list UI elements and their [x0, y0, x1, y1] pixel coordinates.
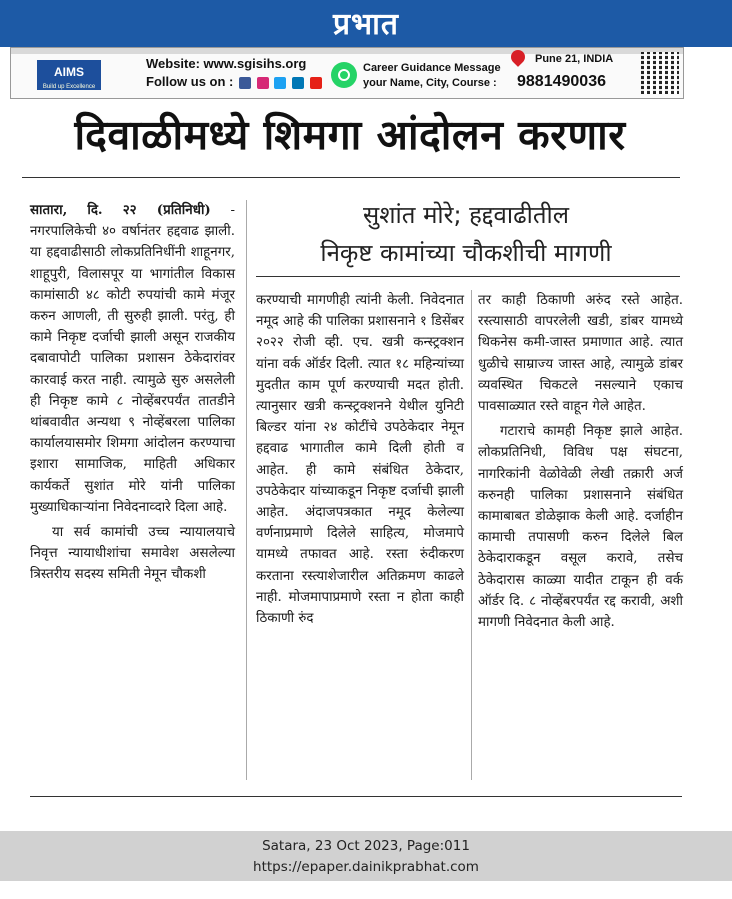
column-1-text-1: - नगरपालिकेची ४० वर्षानंतर हद्दवाढ झाली. या हद्दवाढीसाठी लोकप्रतिनिधींनी शाहूनगर, शाहूपुरी, विलासपूर या भागांतील विकास कामांसाठी ४८ कोटी रुपयांची कामे मंजूर करुन आणली, ती सुरुही झाली. परंतु, ही कामे निकृष्ट दर्जाची झाली असून राजकीय दबावापोटी पालिका प्रशासन ठेकेदारांवर कारवाई करत नाही. त्यामुळे सुरु असलेली ही निकृष्ट कामे ८ नोव्हेंबरपर्यंत तातडीने थांबवावीत अन्यथा ९ नोव्हेंबरला पालिका कार्यालयासमोर शिमगा आंदोलन करण्याचा इशारा सामाजिक, माहिती अधिकार कार्यकर्ते सुशांत मोरे यांनी पालिका मुख्याधिकाऱ्यांना निवेदनाव्दारे दिला आहे. — [30, 203, 235, 515]
headline-divider — [22, 177, 680, 178]
article-column-2 — [256, 290, 464, 629]
advertisement-banner — [10, 47, 684, 99]
linkedin-icon — [292, 77, 304, 89]
youtube-icon — [310, 77, 322, 89]
facebook-icon — [239, 77, 251, 89]
twitter-icon — [274, 77, 286, 89]
whatsapp-icon — [331, 62, 357, 88]
footer-url[interactable]: https://epaper.dainikprabhat.com — [253, 859, 479, 875]
column-3-paragraph-1: तर काही ठिकाणी अरुंद रस्ते आहेत. रस्त्यासाठी वापरलेली खडी, डांबर यामध्ये थिकनेस कमी-जास्त प्रमाणात आहे. त्यात धुळीचे साम्राज्य जास्त आहे, त्यामुळे डांबर व्यवस्थित चिकटले नसल्याने एकाच पावसाळ्यात रस्ते वाहून गेले आहेत. — [478, 293, 683, 415]
subhead-line2: निकृष्ट कामांच्या चौकशीची मागणी — [320, 239, 612, 267]
ad-career-line1: Career Guidance Message — [363, 62, 501, 74]
column-divider-1 — [246, 200, 247, 780]
footer-date-page: Satara, 23 Oct 2023, Page:011 — [262, 838, 470, 854]
ad-logo-tagline: Build up Excellence — [42, 84, 96, 90]
article-subhead — [254, 196, 678, 272]
ad-logo — [37, 60, 101, 90]
column-1-paragraph-1 — [30, 200, 235, 518]
subhead-line1: सुशांत मोरे; हद्दवाढीतील — [363, 201, 569, 229]
ad-phone: 9881490036 — [517, 73, 606, 90]
qr-code-icon — [641, 52, 679, 94]
column-divider-2 — [471, 290, 472, 780]
ad-logo-text: AIMS — [54, 65, 84, 79]
ad-follow-label: Follow us on : — [146, 74, 234, 89]
article-bottom-rule — [30, 796, 682, 797]
masthead-bar — [0, 0, 732, 47]
column-1-paragraph-2: या सर्व कामांची उच्च न्यायालयाचे निवृत्त न्यायाधीशांचा समावेश असलेल्या त्रिस्तरीय सदस्य समिती नेमून चौकशी — [30, 525, 235, 583]
subhead-divider — [256, 276, 680, 277]
ad-follow-row — [146, 74, 322, 89]
ad-city: Pune 21, INDIA — [535, 53, 614, 65]
article-headline: दिवाळीमध्ये शिमगा आंदोलन करणार — [74, 111, 626, 159]
column-2-paragraph: करण्याची मागणीही त्यांनी केली. निवेदनात नमूद आहे की पालिका प्रशासनाने १ डिसेंबर २०२२ रोजी व्ही. एच. खत्री कन्स्ट्रक्शन यांना वर्क ऑर्डर दिली. त्यात १८ महिन्यांच्या मुदतीत काम पूर्ण करण्याची मदत होती. त्यानुसार खत्री कन्स्ट्रक्शनने येथील युनिटी बिल्डर यांना २४ कोटींचे उपठेकेदार नेमून हद्दवाढ भागातील कामे दिली होती व आहेत. ही कामे संबंधित ठेकेदार, उपठेकेदार यांच्याकडून निकृष्ट दर्जाची झाली आहेत. अंदाजपत्रकात नमूद केलेल्या वर्णनाप्रमाणे दिलेले साहित्य, मोजमापे यामध्ये तफावत आहे. रस्ता रुंदीकरण करताना रस्त्याशेजारील अतिक्रमण काढले नाही. मोजमापाप्रमाणे रस्ता न होता काही ठिकाणी रुंद — [256, 293, 464, 627]
masthead-title: प्रभात — [332, 7, 400, 42]
ad-website: Website: www.sgisihs.org — [146, 56, 307, 71]
article-column-3 — [478, 290, 683, 633]
ad-career-line2: your Name, City, Course : — [363, 77, 497, 89]
dateline: सातारा, दि. २२ (प्रतिनिधी) — [30, 202, 211, 218]
column-3-paragraph-2: गटाराचे कामही निकृष्ट झाले आहेत. लोकप्रतिनिधी, विविध पक्ष संघटना, नागरिकांनी वेळोवेळी लेखी तक्रारी अर्ज करुनही पालिका प्रशासनाने संबंधित कामाबाबत डोळेझाक केली आहे. दर्जाहीन कामाची तपासणी करुन दिलेले बिल ठेकेदाराकडून वसूल करावे, तसेच ठेकेदारास काळ्या यादीत टाकून ही वर्क ऑर्डर दि. ८ नोव्हेंबरपर्यंत रद्द करावी, अशी मागणी निवेदनात केली आहे. — [478, 424, 683, 631]
ad-career-text — [363, 61, 501, 91]
instagram-icon — [257, 77, 269, 89]
page-footer — [0, 831, 732, 881]
ad-contact-block — [146, 56, 322, 89]
article-column-1 — [30, 200, 235, 586]
